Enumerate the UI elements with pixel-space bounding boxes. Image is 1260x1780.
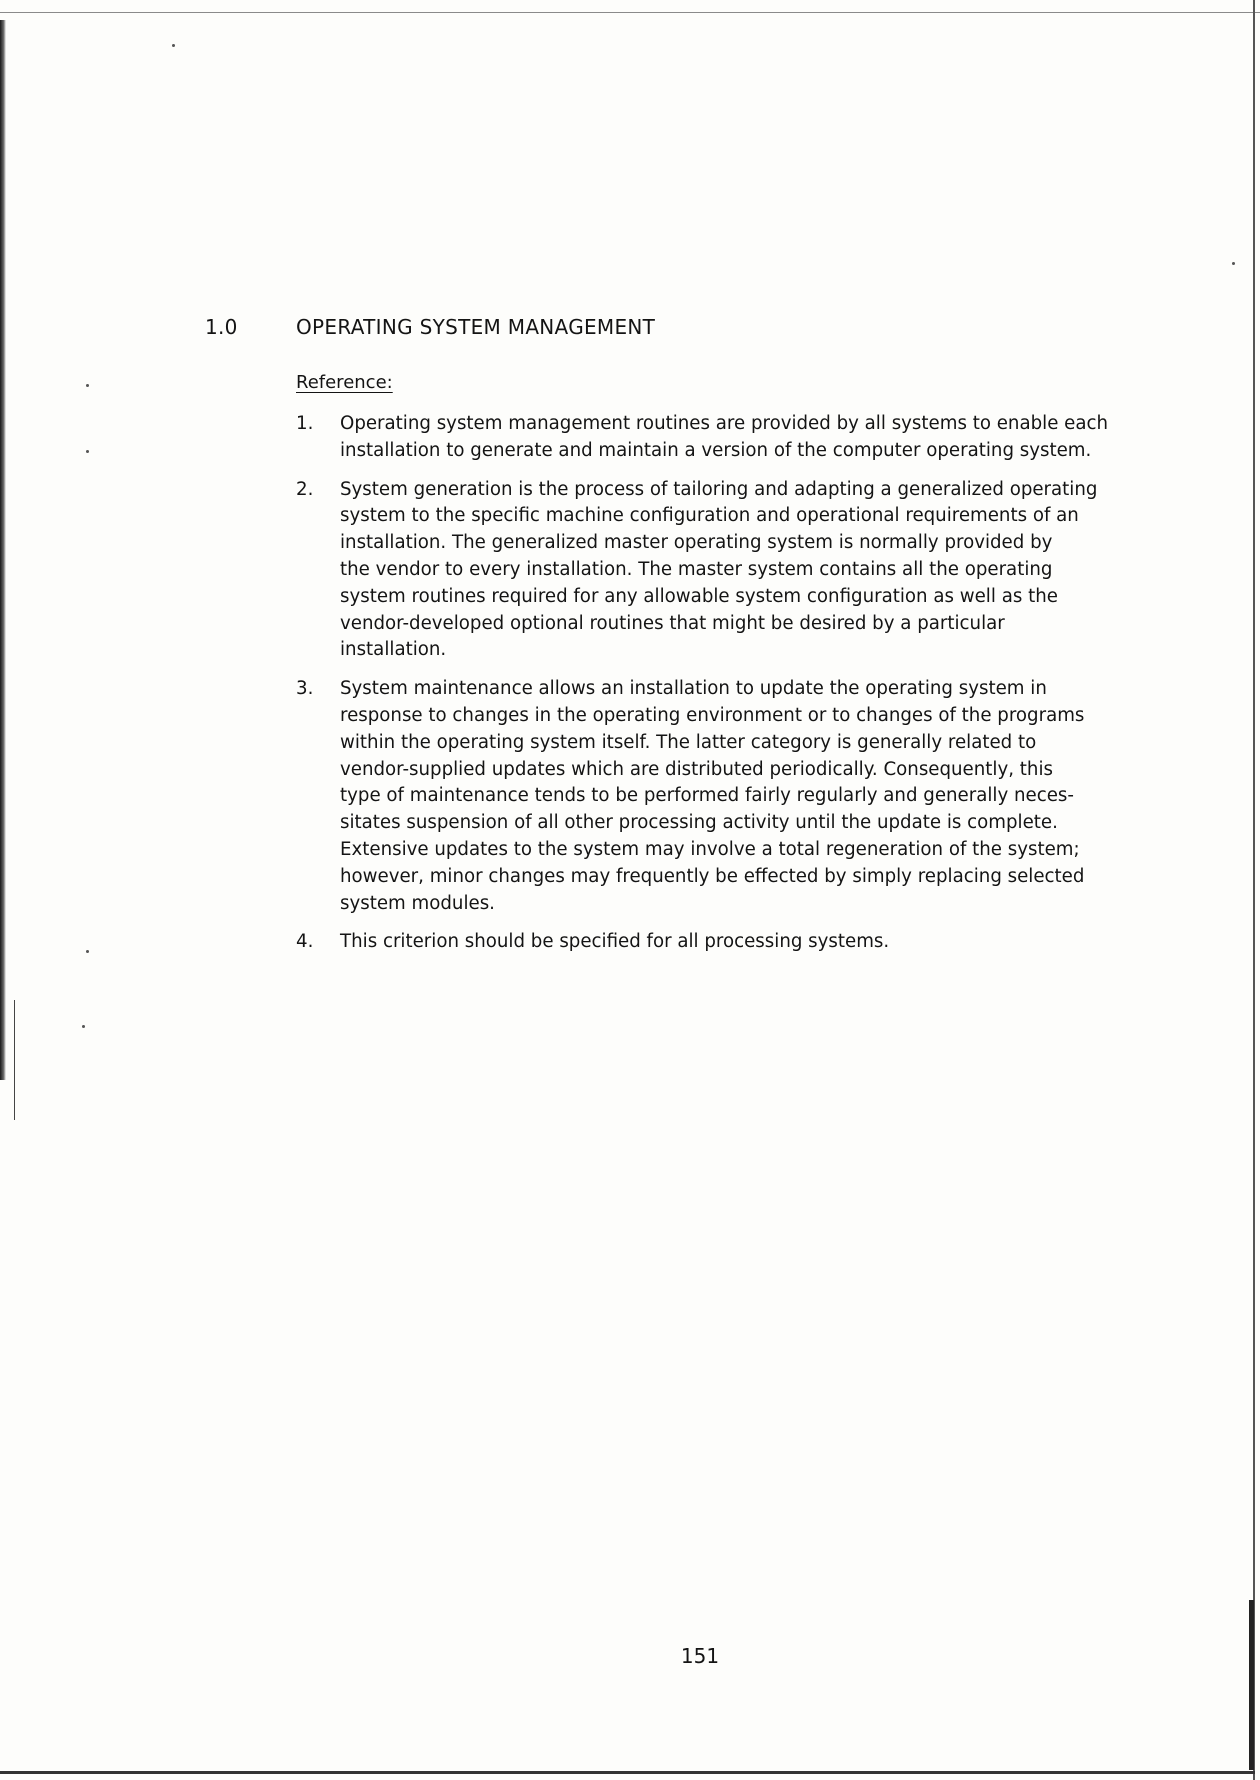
text-line: installation to generate and maintain a version of the computer operating system. xyxy=(340,439,1092,461)
scan-speck xyxy=(172,44,175,47)
text-line: installation. The generalized master operating system is normally provided by xyxy=(340,532,1053,554)
scan-speck xyxy=(82,1025,85,1028)
text-line: sitates suspension of all other processing activity until the update is complete. xyxy=(340,812,1058,834)
scan-speck xyxy=(86,384,89,387)
scan-edge-right-shadow xyxy=(1249,1600,1254,1770)
text-line: installation. xyxy=(340,639,447,661)
list-item xyxy=(296,676,1146,917)
text-line: within the operating system itself. The latter category is generally related to xyxy=(340,731,1037,753)
scan-edge-right xyxy=(1253,0,1255,1780)
text-line: vendor-developed optional routines that might be desired by a particular xyxy=(340,612,1005,634)
section-title: OPERATING SYSTEM MANAGEMENT xyxy=(296,315,656,339)
list-item xyxy=(296,411,1146,465)
text-line: System maintenance allows an installation to update the operating system in xyxy=(340,678,1047,700)
list-item-number: 3. xyxy=(296,678,314,700)
page-number: 151 xyxy=(680,1644,720,1668)
reference-label: Reference: xyxy=(296,372,393,393)
text-line: Extensive updates to the system may involve a total regeneration of the system; xyxy=(340,838,1080,860)
text-line: type of maintenance tends to be performed fairly regularly and generally neces- xyxy=(340,785,1074,807)
list-item-text xyxy=(340,477,1146,665)
section-heading xyxy=(205,315,1105,339)
text-line: the vendor to every installation. The master system contains all the operating xyxy=(340,558,1053,580)
text-line: vendor-supplied updates which are distributed periodically. Consequently, this xyxy=(340,758,1053,780)
scan-edge-bottom xyxy=(0,1771,1255,1774)
scan-speck xyxy=(86,450,89,453)
list-item xyxy=(296,477,1146,665)
list-item-text xyxy=(340,929,1146,956)
scan-speck xyxy=(86,950,89,953)
list-item-number: 4. xyxy=(296,931,314,953)
list-item-number: 1. xyxy=(296,413,314,434)
list-item-text xyxy=(340,676,1146,917)
scan-speck xyxy=(1232,262,1235,265)
text-line: This criterion should be specified for all processing systems. xyxy=(340,931,890,953)
text-line: system to the specific machine configuration and operational requirements of an xyxy=(340,505,1079,527)
numbered-list xyxy=(296,411,1146,968)
scan-edge-left-mark xyxy=(14,1000,15,1120)
text-line: response to changes in the operating environment or to changes of the programs xyxy=(340,704,1085,726)
scan-edge-left xyxy=(0,20,6,1080)
text-line: Operating system management routines are provided by all systems to enable each xyxy=(340,413,1109,434)
list-item-number: 2. xyxy=(296,478,314,500)
list-item-text xyxy=(340,411,1146,465)
section-number: 1.0 xyxy=(205,315,238,339)
text-line: system routines required for any allowable system configuration as well as the xyxy=(340,585,1058,607)
text-line: System generation is the process of tailoring and adapting a generalized operating xyxy=(340,478,1098,500)
text-line: system modules. xyxy=(340,892,495,914)
scan-edge-top xyxy=(0,12,1260,13)
text-line: however, minor changes may frequently be effected by simply replacing selected xyxy=(340,865,1085,887)
list-item xyxy=(296,929,1146,956)
